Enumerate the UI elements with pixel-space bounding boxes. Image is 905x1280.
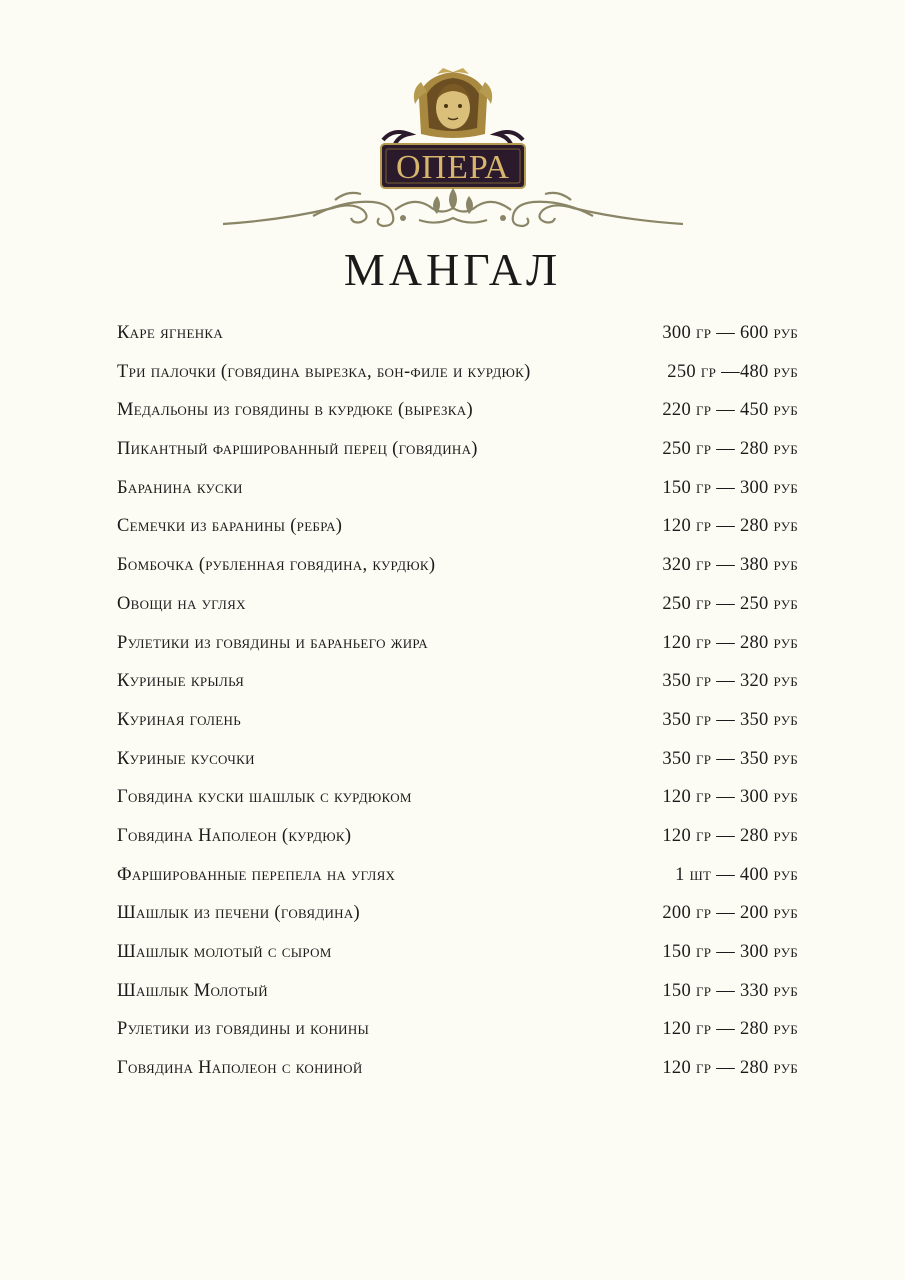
menu-item-price: 120 гр — 300 руб [662,787,798,808]
menu-item-name: Шашлык из печени (говядина) [117,903,360,924]
menu-item-name: Три палочки (говядина вырезка, бон-филе и курдюк) [117,361,531,382]
menu-item-name: Фаршированные перепела на углях [117,864,396,885]
ornament-leaf-icon [400,188,506,221]
menu-item [117,894,798,933]
menu-item [117,546,798,585]
menu-item-name: Говядина Наполеон (курдюк) [117,825,352,846]
menu-item [117,430,798,469]
menu-item-name: Куриная голень [117,709,241,730]
menu-item-name: Шашлык молотый с сыром [117,942,332,962]
menu-item-name: Медальоны из говядины в курдюке (вырезка) [117,400,473,421]
menu-item-price: 1 шт — 400 руб [675,864,798,885]
menu-item-price: 300 гр — 600 руб [662,323,798,343]
menu-item-price: 250 гр — 280 руб [662,439,798,460]
menu-item-name: Куриные крылья [117,671,245,692]
menu-item-price: 120 гр — 280 руб [662,632,798,653]
menu-item [117,740,798,779]
menu-item [117,856,798,895]
menu-item-price: 350 гр — 350 руб [662,709,798,730]
portrait-medallion-icon [413,68,491,138]
menu-item-name: Баранина куски [117,477,243,498]
menu-item [117,933,798,972]
menu-item-price: 350 гр — 320 руб [662,671,798,692]
menu-item [117,314,798,353]
menu-item-price: 120 гр — 280 руб [662,516,798,537]
logo-text: ОПЕРА [395,149,510,186]
menu-item-price: 120 гр — 280 руб [662,1058,798,1079]
menu-item-name: Рулетики из говядины и бараньего жира [117,632,428,653]
menu-item-name: Шашлык Молотый [117,980,268,1001]
menu-item-name: Пикантный фаршированный перец (говядина) [117,439,478,460]
menu-item [117,701,798,740]
menu-item [117,469,798,508]
menu-item-name: Рулетики из говядины и конины [117,1019,370,1040]
menu-item-name: Каре ягненка [117,323,224,343]
menu-item [117,391,798,430]
menu-item-name: Семечки из баранины (ребра) [117,516,343,537]
page-title: МАНГАЛ [343,244,562,295]
menu-item [117,624,798,663]
menu-item-price: 200 гр — 200 руб [662,903,798,924]
menu-item-price: 250 гр — 250 руб [662,593,798,614]
menu-item-price: 150 гр — 300 руб [662,942,798,962]
menu-item-name: Овощи на углях [117,593,246,614]
menu-item-name: Бомбочка (рубленная говядина, курдюк) [117,555,436,576]
menu-item [117,778,798,817]
menu-item-price: 120 гр — 280 руб [662,1019,798,1040]
menu-item [117,585,798,624]
menu-item [117,972,798,1011]
menu-item-name: Куриные кусочки [117,748,255,769]
logo-emblem [223,68,683,240]
menu-item-name: Говядина Наполеон с кониной [117,1058,363,1079]
menu-list [117,314,798,1088]
menu-item-price: 320 гр — 380 руб [662,555,798,576]
menu-item [117,1010,798,1049]
menu-item-price: 250 гр —480 руб [667,361,798,382]
menu-item-price: 150 гр — 330 руб [662,980,798,1001]
menu-item [117,662,798,701]
menu-item-price: 120 гр — 280 руб [662,825,798,846]
menu-item-price: 350 гр — 350 руб [662,748,798,769]
menu-item-price: 220 гр — 450 руб [662,400,798,421]
menu-item [117,353,798,392]
menu-item [117,817,798,856]
menu-item-name: Говядина куски шашлык с курдюком [117,787,412,808]
menu-item [117,507,798,546]
menu-item-price: 150 гр — 300 руб [662,477,798,498]
menu-item [117,1049,798,1088]
restaurant-logo [0,68,905,240]
